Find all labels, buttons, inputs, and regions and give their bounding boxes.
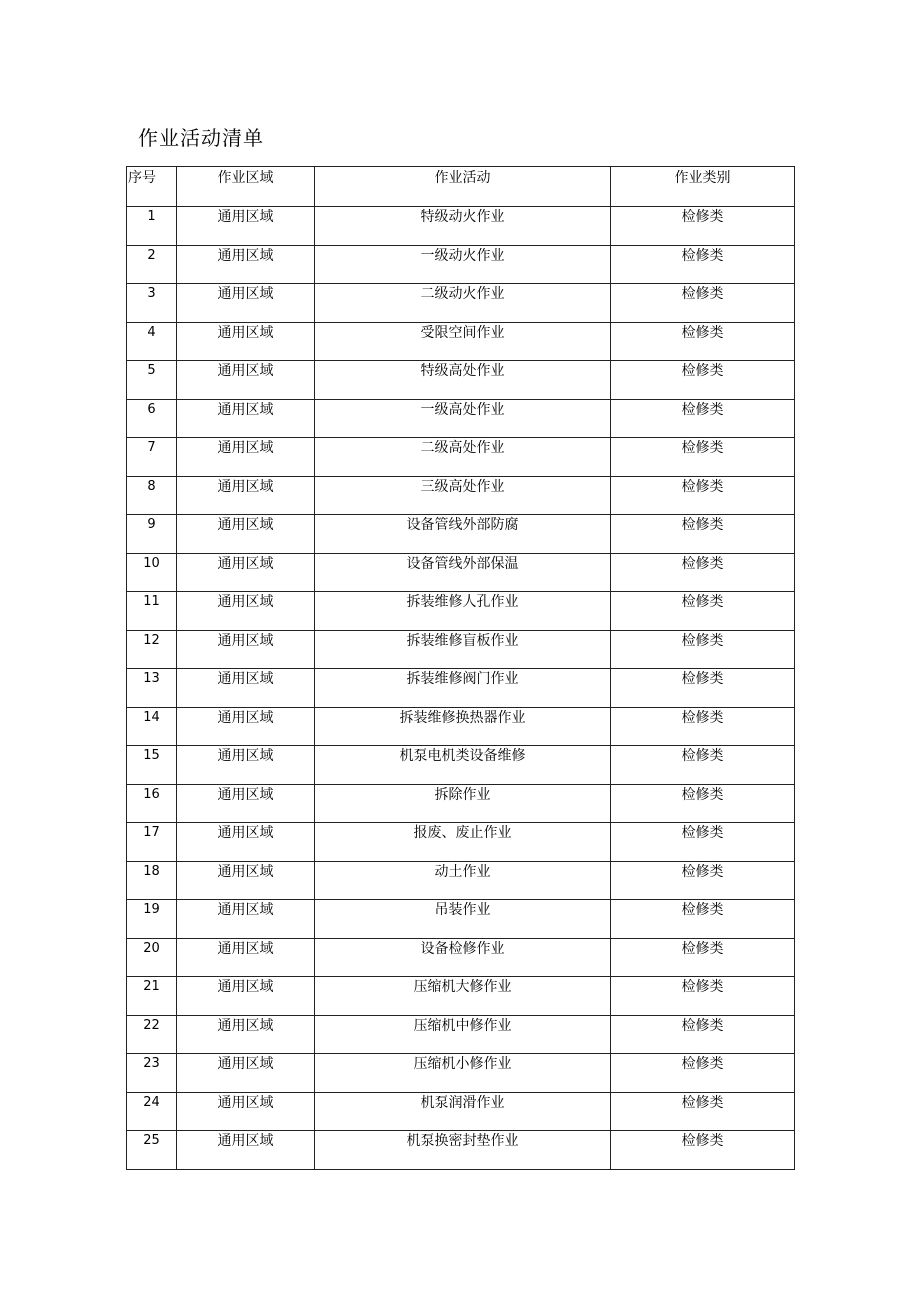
cell-work-area: 通用区域 [177,207,315,246]
cell-work-activity: 一级高处作业 [315,399,611,438]
cell-work-activity: 设备管线外部防腐 [315,515,611,554]
cell-work-area: 通用区域 [177,977,315,1016]
cell-work-area: 通用区域 [177,361,315,400]
cell-work-category: 检修类 [611,322,795,361]
cell-serial-number: 17 [127,823,177,862]
cell-work-area: 通用区域 [177,284,315,323]
cell-work-activity: 拆装维修换热器作业 [315,707,611,746]
cell-serial-number: 16 [127,784,177,823]
cell-serial-number: 18 [127,861,177,900]
cell-serial-number: 9 [127,515,177,554]
cell-work-activity: 拆装维修人孔作业 [315,592,611,631]
cell-serial-number: 8 [127,476,177,515]
cell-work-category: 检修类 [611,938,795,977]
cell-work-category: 检修类 [611,361,795,400]
header-serial-number: 序号 [127,167,177,207]
cell-work-activity: 三级高处作业 [315,476,611,515]
cell-work-category: 检修类 [611,707,795,746]
header-work-category: 作业类别 [611,167,795,207]
cell-serial-number: 23 [127,1054,177,1093]
cell-work-area: 通用区域 [177,1092,315,1131]
cell-work-category: 检修类 [611,476,795,515]
table-row [127,438,795,477]
table-row [127,823,795,862]
table-row [127,284,795,323]
cell-serial-number: 25 [127,1131,177,1170]
cell-work-area: 通用区域 [177,630,315,669]
table-row [127,1015,795,1054]
table-row [127,1054,795,1093]
activity-table [126,166,795,1170]
cell-serial-number: 2 [127,245,177,284]
cell-serial-number: 5 [127,361,177,400]
cell-serial-number: 7 [127,438,177,477]
cell-work-area: 通用区域 [177,1015,315,1054]
table-row [127,707,795,746]
table-row [127,938,795,977]
table-header-row [127,167,795,207]
cell-work-area: 通用区域 [177,592,315,631]
cell-work-category: 检修类 [611,630,795,669]
cell-work-area: 通用区域 [177,245,315,284]
cell-serial-number: 21 [127,977,177,1016]
table-row [127,861,795,900]
table-row [127,399,795,438]
table-row [127,900,795,939]
cell-work-area: 通用区域 [177,707,315,746]
cell-work-category: 检修类 [611,515,795,554]
cell-work-category: 检修类 [611,592,795,631]
cell-work-activity: 拆除作业 [315,784,611,823]
cell-work-activity: 吊装作业 [315,900,611,939]
cell-work-activity: 动土作业 [315,861,611,900]
cell-work-category: 检修类 [611,1054,795,1093]
cell-work-category: 检修类 [611,823,795,862]
cell-work-activity: 设备检修作业 [315,938,611,977]
table-row [127,1092,795,1131]
cell-work-category: 检修类 [611,284,795,323]
table-row [127,476,795,515]
cell-work-activity: 压缩机中修作业 [315,1015,611,1054]
cell-work-area: 通用区域 [177,476,315,515]
cell-work-activity: 二级高处作业 [315,438,611,477]
cell-work-activity: 二级动火作业 [315,284,611,323]
cell-work-activity: 受限空间作业 [315,322,611,361]
cell-work-activity: 拆装维修阀门作业 [315,669,611,708]
cell-work-activity: 机泵润滑作业 [315,1092,611,1131]
cell-serial-number: 4 [127,322,177,361]
cell-serial-number: 24 [127,1092,177,1131]
cell-serial-number: 3 [127,284,177,323]
cell-work-activity: 报废、废止作业 [315,823,611,862]
cell-work-area: 通用区域 [177,399,315,438]
cell-work-category: 检修类 [611,399,795,438]
cell-work-category: 检修类 [611,746,795,785]
page-title: 作业活动清单 [138,126,264,150]
cell-work-activity: 机泵换密封垫作业 [315,1131,611,1170]
cell-work-area: 通用区域 [177,784,315,823]
cell-serial-number: 6 [127,399,177,438]
cell-work-category: 检修类 [611,1092,795,1131]
cell-work-area: 通用区域 [177,938,315,977]
table-row [127,245,795,284]
cell-work-activity: 一级动火作业 [315,245,611,284]
cell-serial-number: 13 [127,669,177,708]
table-row [127,515,795,554]
cell-serial-number: 11 [127,592,177,631]
cell-work-category: 检修类 [611,1015,795,1054]
table-row [127,784,795,823]
cell-work-area: 通用区域 [177,322,315,361]
cell-work-category: 检修类 [611,207,795,246]
cell-work-category: 检修类 [611,245,795,284]
cell-serial-number: 14 [127,707,177,746]
cell-work-category: 检修类 [611,553,795,592]
table-row [127,553,795,592]
cell-work-category: 检修类 [611,1131,795,1170]
cell-work-activity: 机泵电机类设备维修 [315,746,611,785]
cell-work-activity: 特级动火作业 [315,207,611,246]
cell-work-area: 通用区域 [177,900,315,939]
cell-serial-number: 10 [127,553,177,592]
table-row [127,746,795,785]
cell-work-category: 检修类 [611,900,795,939]
table-row [127,630,795,669]
cell-work-activity: 压缩机小修作业 [315,1054,611,1093]
cell-serial-number: 19 [127,900,177,939]
cell-work-activity: 压缩机大修作业 [315,977,611,1016]
cell-work-category: 检修类 [611,669,795,708]
cell-serial-number: 1 [127,207,177,246]
table-body [127,207,795,1170]
table-row [127,669,795,708]
cell-work-area: 通用区域 [177,823,315,862]
table-row [127,361,795,400]
cell-serial-number: 22 [127,1015,177,1054]
cell-work-activity: 拆装维修盲板作业 [315,630,611,669]
cell-work-area: 通用区域 [177,861,315,900]
cell-work-area: 通用区域 [177,1131,315,1170]
cell-work-category: 检修类 [611,784,795,823]
table-row [127,977,795,1016]
cell-work-activity: 特级高处作业 [315,361,611,400]
cell-work-category: 检修类 [611,861,795,900]
cell-work-area: 通用区域 [177,553,315,592]
cell-serial-number: 15 [127,746,177,785]
table-row [127,1131,795,1170]
header-work-area: 作业区域 [177,167,315,207]
cell-work-category: 检修类 [611,977,795,1016]
cell-work-area: 通用区域 [177,438,315,477]
cell-serial-number: 12 [127,630,177,669]
table-row [127,592,795,631]
table-row [127,207,795,246]
cell-work-area: 通用区域 [177,1054,315,1093]
header-work-activity: 作业活动 [315,167,611,207]
cell-work-activity: 设备管线外部保温 [315,553,611,592]
cell-work-area: 通用区域 [177,746,315,785]
cell-work-area: 通用区域 [177,515,315,554]
cell-work-category: 检修类 [611,438,795,477]
cell-work-area: 通用区域 [177,669,315,708]
table-row [127,322,795,361]
cell-serial-number: 20 [127,938,177,977]
